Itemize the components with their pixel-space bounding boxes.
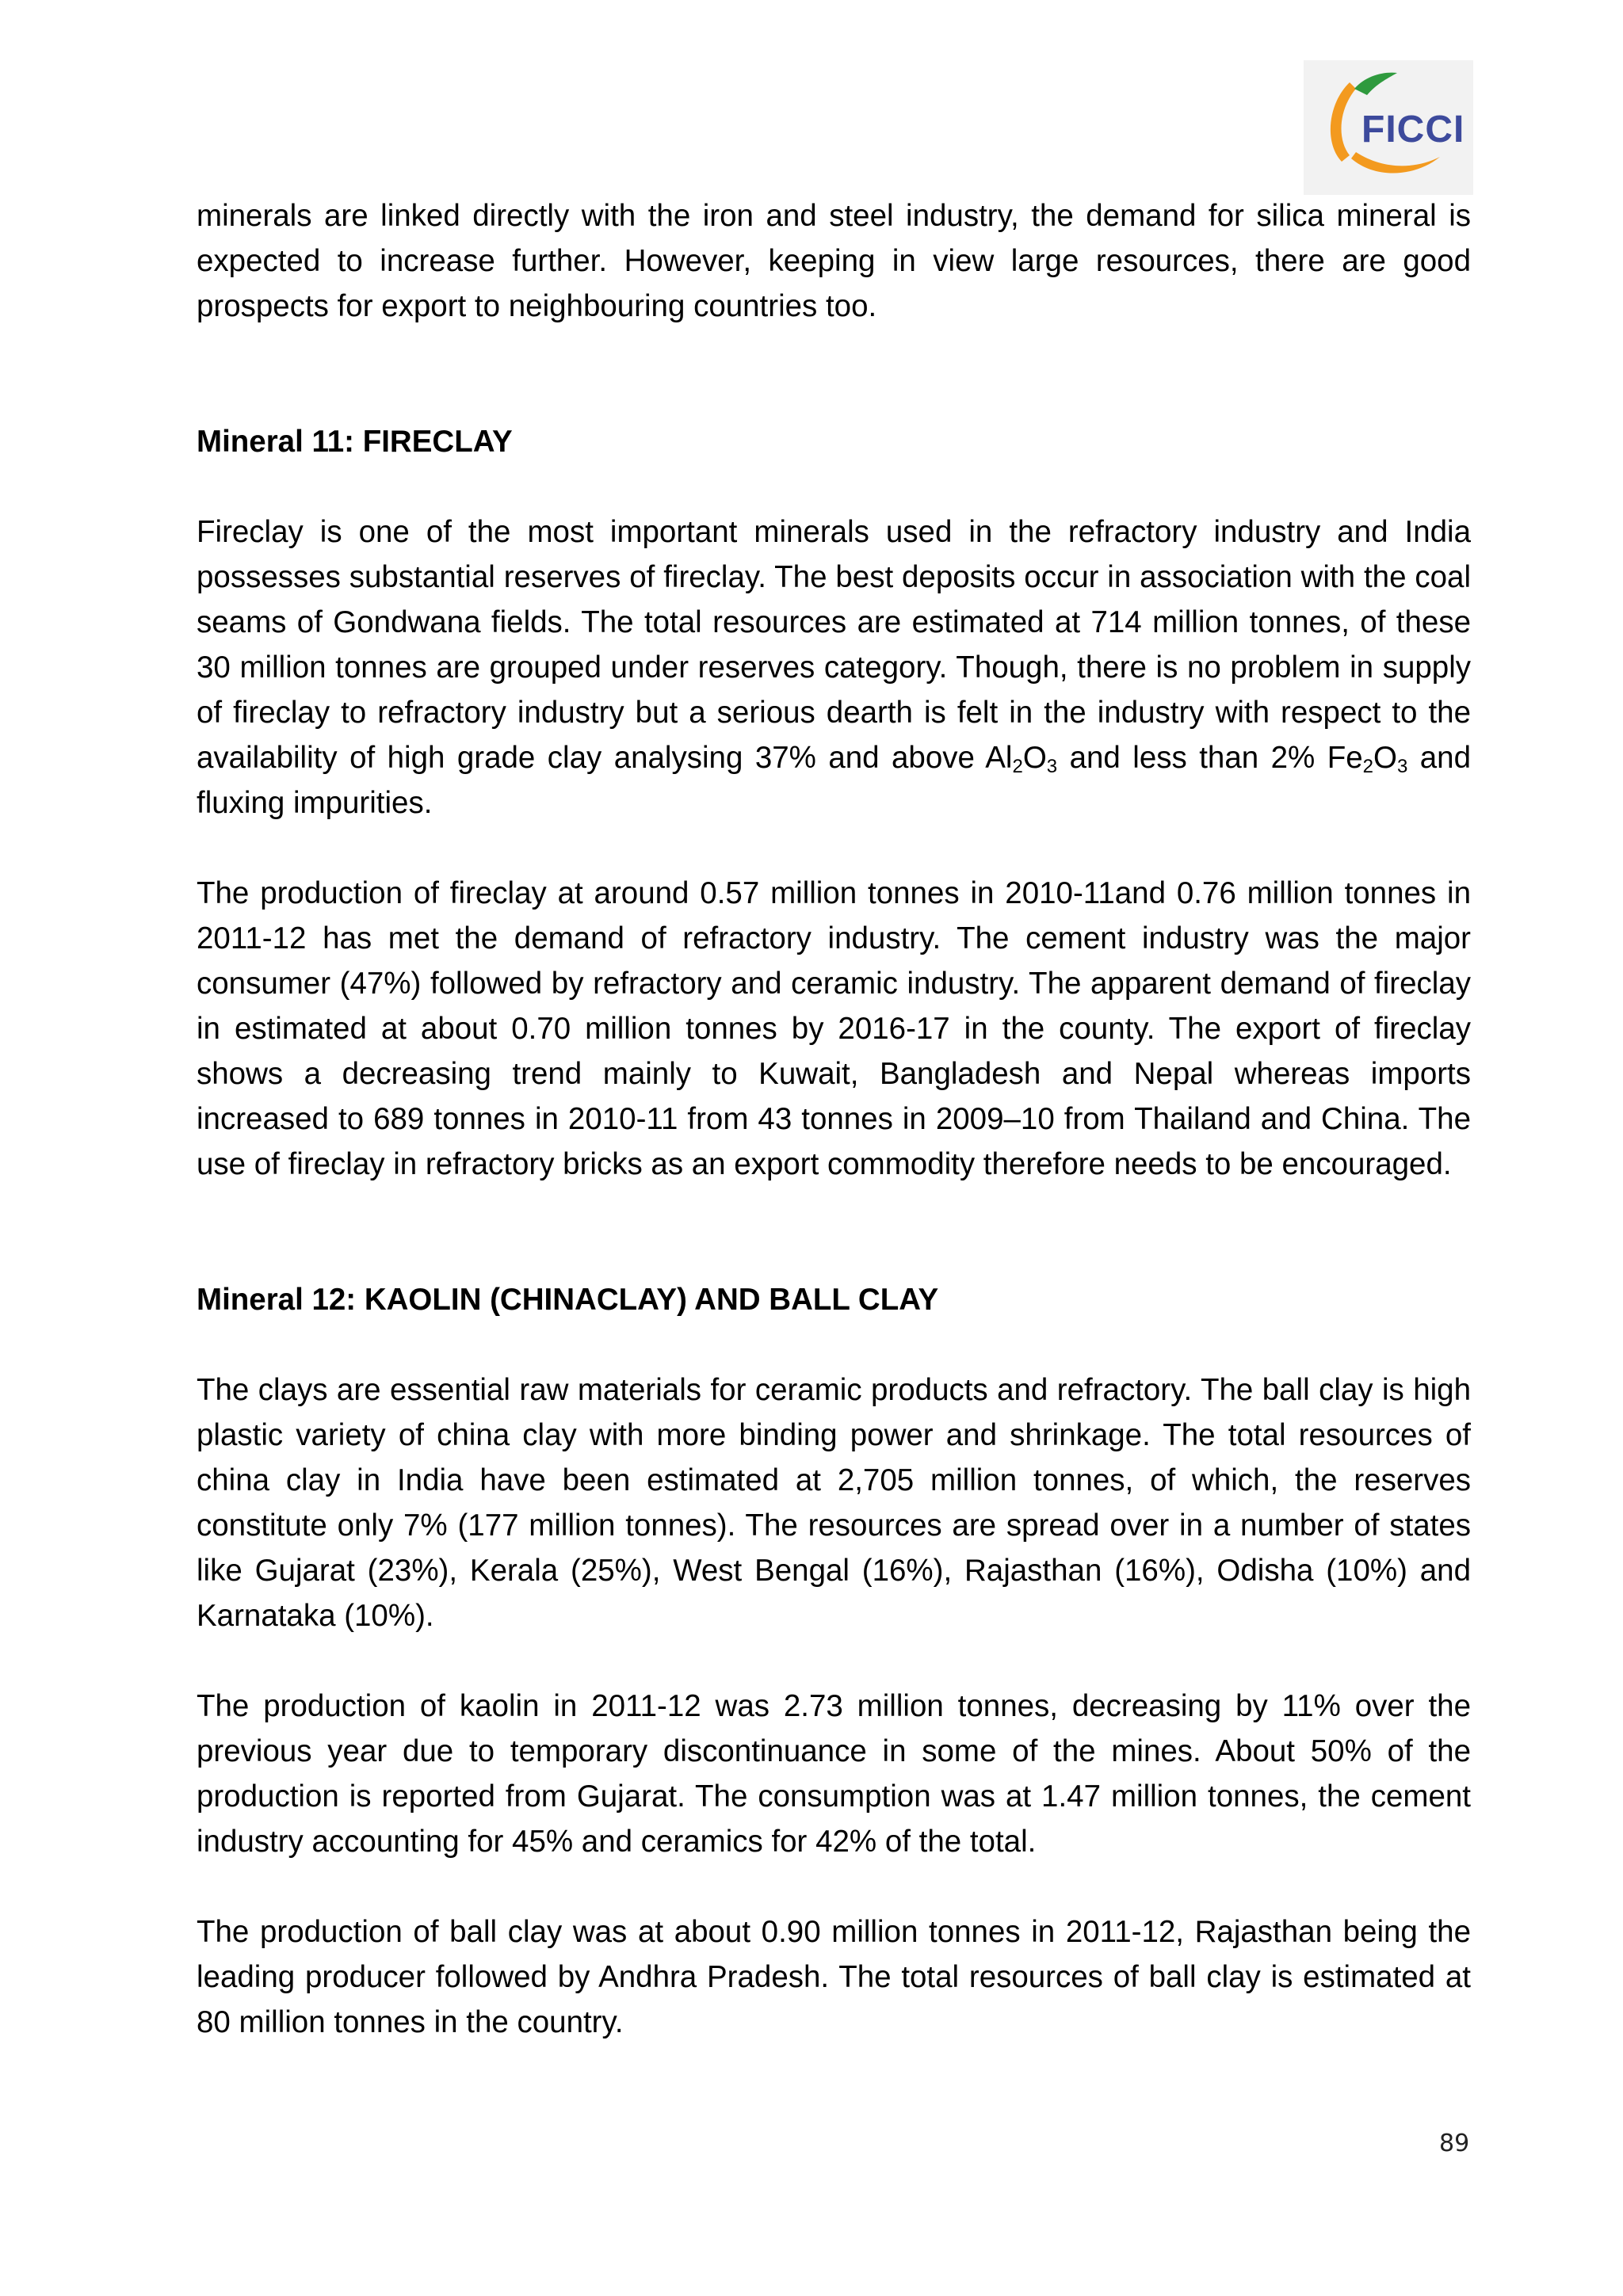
logo-text: FICCI [1361, 109, 1465, 151]
section-11-paragraph-1 [197, 509, 1471, 826]
ficci-logo [1304, 60, 1473, 195]
fireclay-text-middle: and less than 2% [1057, 741, 1327, 775]
section-12-paragraph-3: The production of ball clay was at about 0.90 million tonnes in 2011-12, Rajasthan being the leading producer followed by Andhra Pradesh. The total resources of ball clay is estimated at 80 million tonnes in the country. [197, 1915, 1471, 2039]
fe-subscript: 2 [1362, 756, 1373, 777]
fireclay-text-start: Fireclay is one of the most important minerals used in the refractory industry and India possesses substantial reserves of fireclay. The best deposits occur in association with the coal seams of Gondwana fields. The total resources are estimated at 714 million tonnes, of these 30 million tonnes are grouped under reserves category. Though, there is no problem in supply of fireclay to refractory industry but a serious dearth is felt in the industry with respect to the availability of high grade clay analysing 37% and above [197, 515, 1471, 775]
o-subscript-2: 3 [1396, 756, 1408, 777]
logo-orange-arc [1351, 152, 1440, 174]
al-subscript: 2 [1012, 756, 1023, 777]
o-subscript-1: 3 [1046, 756, 1058, 777]
page-number: 89 [1439, 2130, 1470, 2157]
o-symbol-2: O [1373, 741, 1397, 775]
section-11-paragraph-2: The production of fireclay at around 0.57 million tonnes in 2010-11and 0.76 million tonnes in 2011-12 has met the demand of refractory industry. The cement industry was the major consumer (47%) followed by refractory and ceramic industry. The apparent demand of fireclay in estimated at about 0.70 million tonnes by 2016-17 in the county. The export of fireclay shows a decreasing trend mainly to Kuwait, Bangladesh and Nepal whereas imports increased to 689 tonnes in 2010-11 from 43 tonnes in 2009–10 from Thailand and China. The use of fireclay in refractory bricks as an export commodity therefore needs to be encouraged. [197, 876, 1471, 1181]
intro-paragraph: minerals are linked directly with the iron and steel industry, the demand for silica mineral is expected to increase further. However, keeping in view large resources, there are good prospects for export to neighbouring countries too. [197, 199, 1471, 323]
al-symbol: Al [985, 741, 1013, 775]
logo-orange-swoosh [1331, 82, 1356, 162]
section-12-heading: Mineral 12: KAOLIN (CHINACLAY) AND BALL CLAY [197, 1283, 939, 1317]
section-12-paragraph-2: The production of kaolin in 2011-12 was 2.73 million tonnes, decreasing by 11% over the previous year due to temporary discontinuance in some of the mines. About 50% of the production is reported from Gujarat. The consumption was at 1.47 million tonnes, the cement industry accounting for 45% and ceramics for 42% of the total. [197, 1689, 1471, 1859]
fireclay-text-end: and fluxing impurities. [197, 741, 1471, 820]
section-12-paragraph-1: The clays are essential raw materials for ceramic products and refractory. The ball clay is high plastic variety of china clay with more binding power and shrinkage. The total resources of china clay in India have been estimated at 2,705 million tonnes, of which, the reserves constitute only 7% (177 million tonnes). The resources are spread over in a number of states like Gujarat (23%), Kerala (25%), West Bengal (16%), Rajasthan (16%), Odisha (10%) and Karnataka (10%). [197, 1373, 1471, 1633]
fe-symbol: Fe [1327, 741, 1363, 775]
logo-green-leaf [1354, 73, 1397, 95]
o-symbol-1: O [1022, 741, 1047, 775]
section-11-heading: Mineral 11: FIRECLAY [197, 425, 513, 459]
page-content [197, 193, 1471, 2045]
